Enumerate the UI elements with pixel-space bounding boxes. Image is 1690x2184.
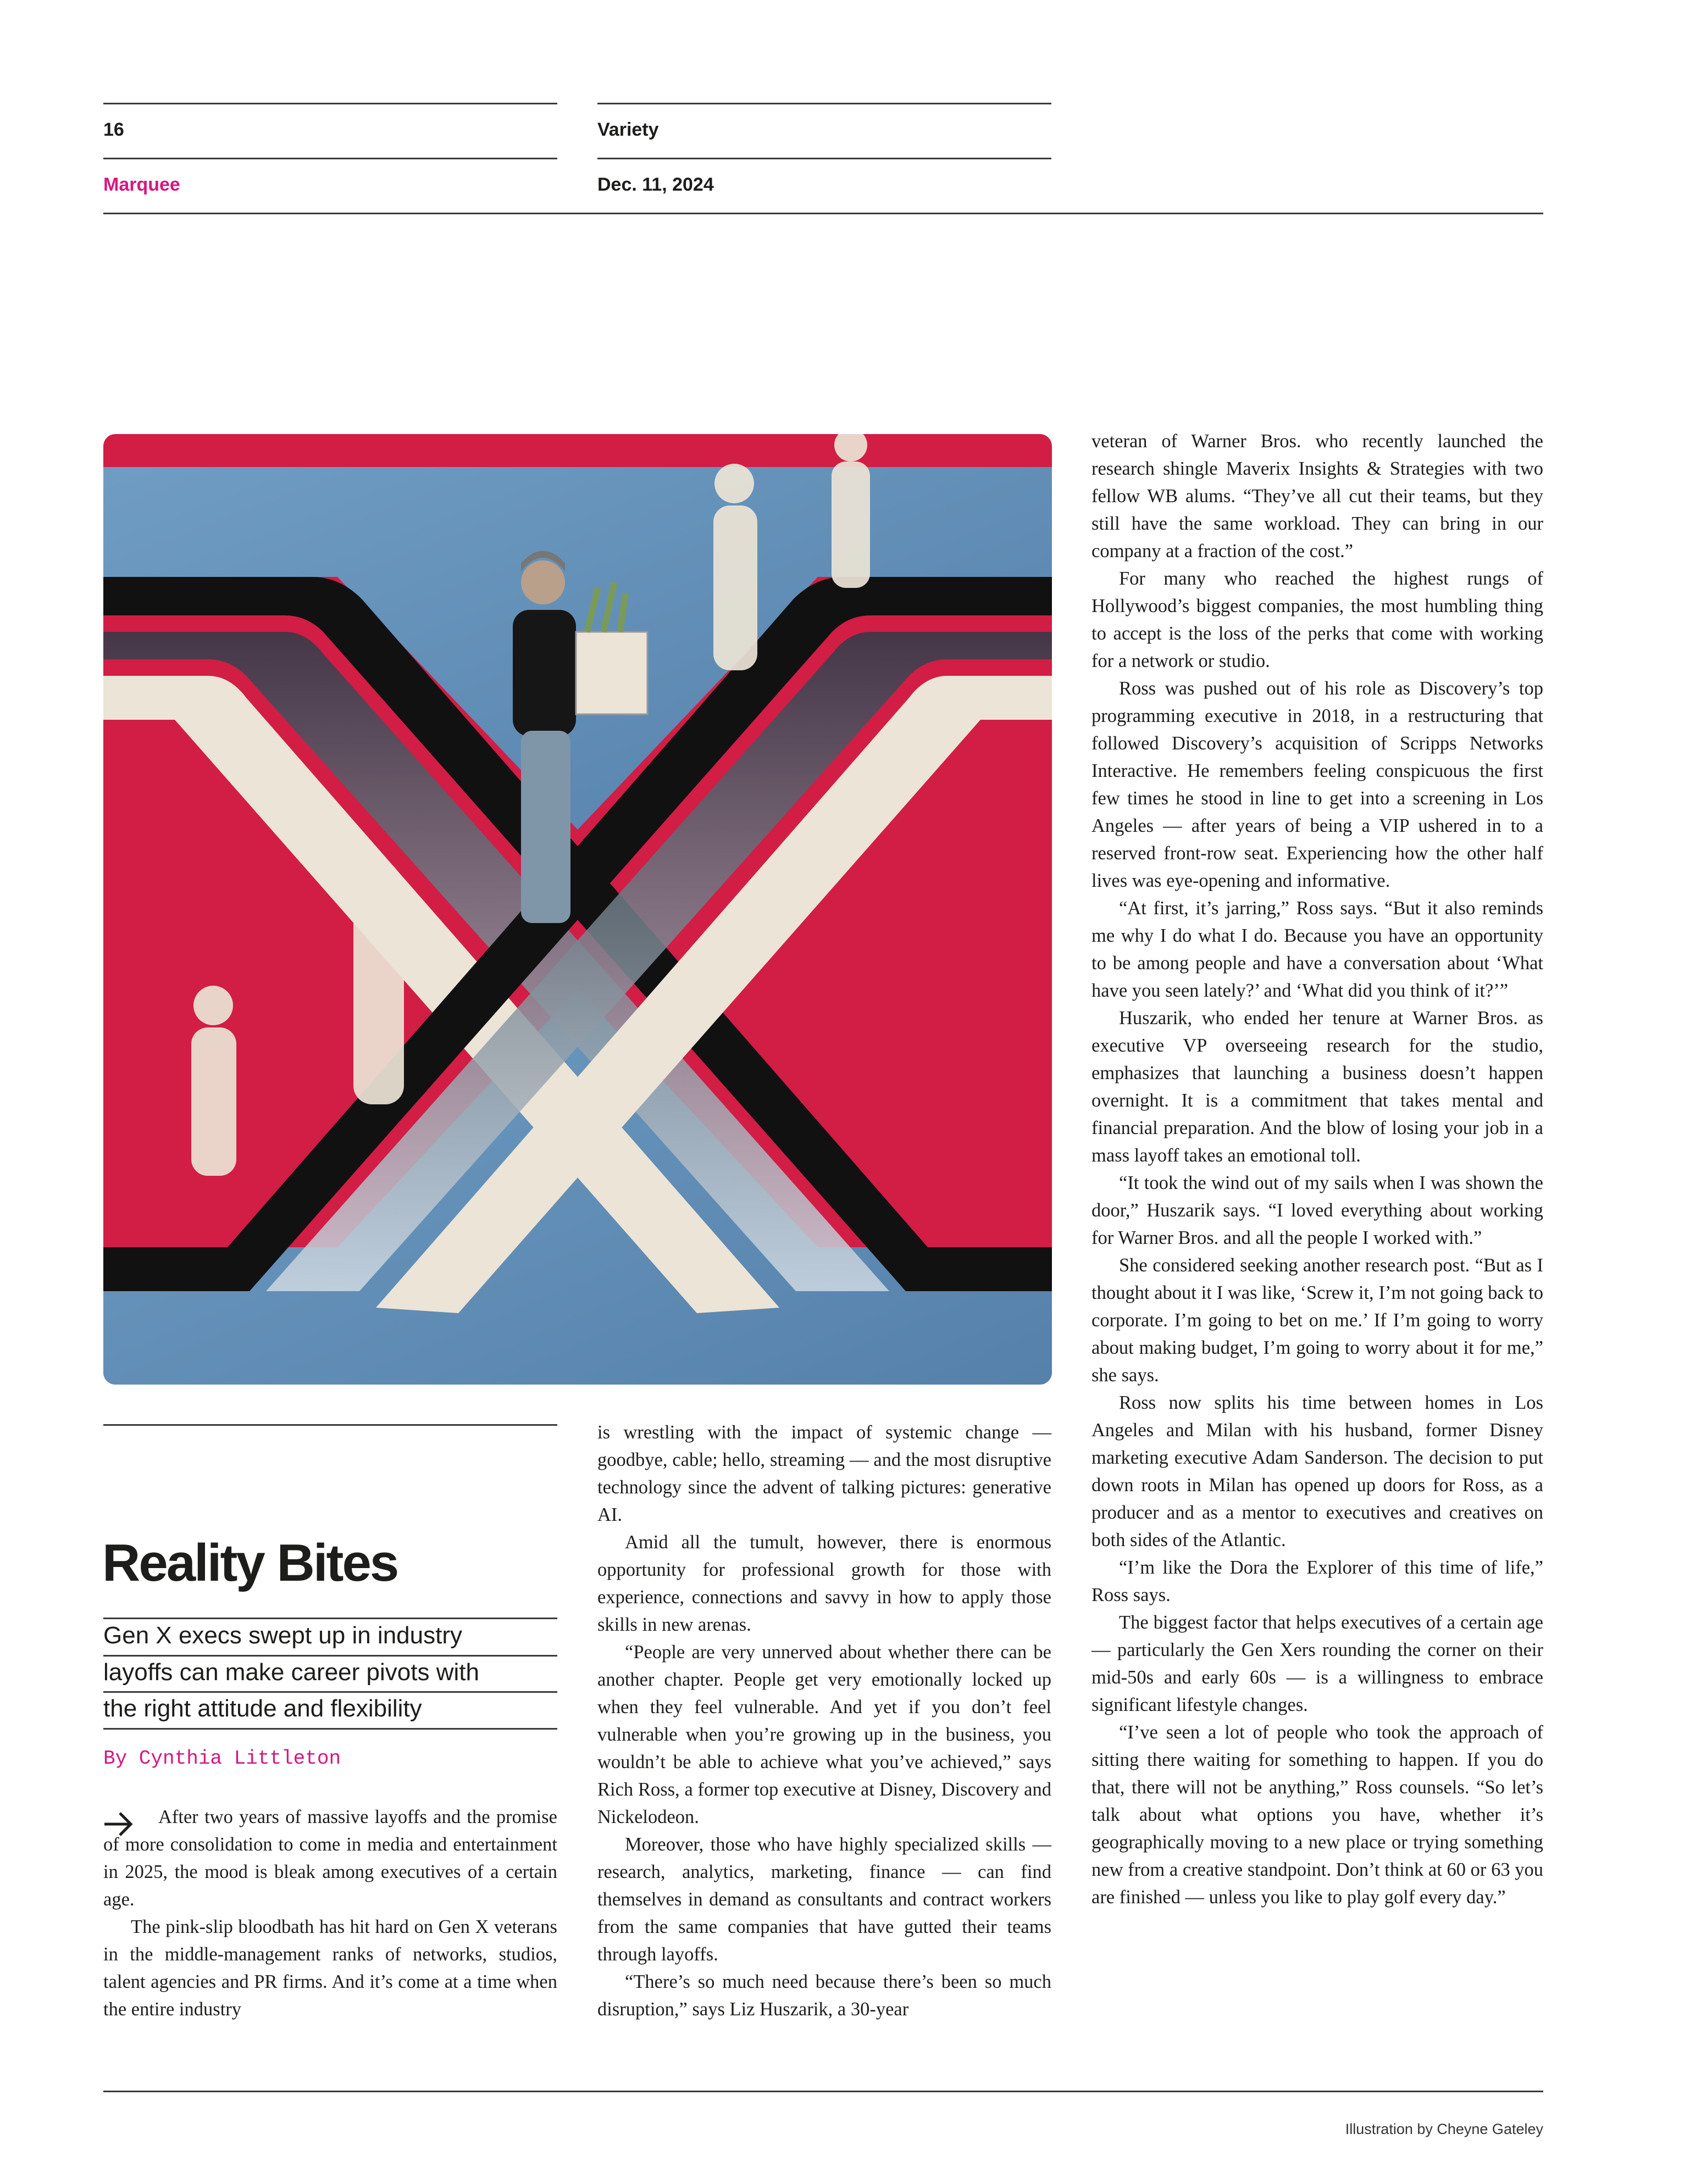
- dek-line-3: the right attitude and flexibility: [103, 1695, 422, 1722]
- illustration-svg: [103, 434, 1052, 1385]
- escalator-x-illustration: [103, 434, 1052, 1385]
- issue-date: Dec. 11, 2024: [597, 174, 714, 195]
- header-rule-left-top: [103, 103, 557, 104]
- paragraph: “At first, it’s jarring,” Ross says. “But it also reminds me why I do what I do. Because you have an opportunity to be among people and have a conversation about ‘What have you seen lately?’ and ‘What did you think of it?’”: [1091, 898, 1543, 1001]
- paragraph: The pink-slip bloodbath has hit hard on Gen X veterans in the middle-management ranks of networks, studios, talent agencies and PR firms. And it’s come at a time when the entire industry: [103, 1916, 557, 2020]
- headline-top-rule: [103, 1424, 557, 1426]
- page-number: 16: [103, 119, 124, 140]
- paragraph: Ross now splits his time between homes in Los Angeles and Milan with his husband, former Disney marketing executive Adam Sanderson. The decision to put down roots in Milan has opened up doors for Ross, as a producer and as a mentor to executives and creatives on both sides of the Atlantic.: [1091, 1392, 1543, 1551]
- header-rule-mid-mid: [597, 158, 1051, 159]
- paragraph: “There’s so much need because there’s been so much disruption,” says Liz Huszarik, a 30-year: [597, 1971, 1051, 2020]
- paragraph: She considered seeking another research post. “But as I thought about it I was like, ‘Screw it, I’m not going back to corporate. I’m going to bet on me.’ If I’m going to worry about making budget, I’m going to worry about it for me,” she says.: [1091, 1255, 1543, 1386]
- paragraph: “I’m like the Dora the Explorer of this time of life,” Ross says.: [1091, 1557, 1543, 1605]
- paragraph: “I’ve seen a lot of people who took the approach of sitting there waiting for something to happen. If you do that, there will not be anything,” Ross counsels. “So let’s talk about what options you have, whether it’s geographically moving to a new place or trying something new from a creative standpoint. Don’t think at 60 or 63 you are finished — unless you like to play golf every day.”: [1091, 1722, 1543, 1908]
- dek-line-2: layoffs can make career pivots with: [103, 1659, 479, 1686]
- paragraph: For many who reached the highest rungs of Hollywood’s biggest companies, the most humbling thing to accept is the loss of the perks that come with working for a network or studio.: [1091, 568, 1543, 671]
- paragraph: “People are very unnerved about whether there can be another chapter. People get very emotionally locked up when they feel vulnerable. And yet if you don’t feel vulnerable when you’re growing up in the business, you wouldn’t be able to achieve what you’ve achieved,” says Rich Ross, a former top executive at Disney, Discovery and Nickelodeon.: [597, 1642, 1051, 1827]
- article-column-3: [1091, 427, 1543, 1911]
- paragraph: Moreover, those who have highly specialized skills — research, analytics, marketing, finance — can find themselves in demand as consultants and contract workers from the same companies that have gutted their teams through layoffs.: [597, 1834, 1051, 1965]
- footer-rule: [103, 2091, 1543, 2092]
- article-column-1: [103, 1803, 557, 2023]
- article-column-2: [597, 1419, 1051, 2023]
- paragraph: veteran of Warner Bros. who recently launched the research shingle Maverix Insights & Strategies with two fellow WB alums. “They’ve all cut their teams, but they still have the same workload. They can bring in our company at a fraction of the cost.”: [1091, 431, 1543, 562]
- header-rule-bottom: [103, 213, 1543, 214]
- paragraph: is wrestling with the impact of systemic change — goodbye, cable; hello, streaming — and the most disruptive technology since the advent of talking pictures: generative AI.: [597, 1422, 1051, 1525]
- headline: Reality Bites: [102, 1533, 398, 1592]
- dek-line-1: Gen X execs swept up in industry: [103, 1622, 462, 1649]
- paragraph: “It took the wind out of my sails when I was shown the door,” Huszarik says. “I loved everything about working for Warner Bros. and all the people I worked with.”: [1091, 1172, 1543, 1248]
- paragraph: Huszarik, who ended her tenure at Warner Bros. as executive VP overseeing research for the studio, emphasizes that launching a business doesn’t happen overnight. It is a commitment that takes mental and financial preparation. And the blow of losing your job in a mass layoff takes an emotional toll.: [1091, 1008, 1543, 1166]
- header-rule-mid-top: [597, 103, 1051, 104]
- publication-name: Variety: [597, 119, 659, 140]
- dek-rule-4: [103, 1728, 557, 1730]
- paragraph: Ross was pushed out of his role as Discovery’s top programming executive in 2018, in a restructuring that followed Discovery’s acquisition of Scripps Networks Interactive. He remembers feeling conspicuous the first few times he stood in line to get into a screening in Los Angeles — after years of being a VIP ushered in to a reserved front-row seat. Experiencing how the other half lives was eye-opening and informative.: [1091, 678, 1543, 891]
- section-name: Marquee: [103, 174, 180, 195]
- paragraph: The biggest factor that helps executives of a certain age — particularly the Gen Xers rounding the corner on their mid-50s and early 60s — is a willingness to embrace significant lifestyle changes.: [1091, 1612, 1543, 1715]
- header-rule-left-mid: [103, 158, 557, 159]
- paragraph: Amid all the tumult, however, there is enormous opportunity for professional growth for those with experience, connections and savvy in how to apply those skills in new arenas.: [597, 1532, 1051, 1635]
- lead-paragraph: After two years of massive layoffs and the promise of more consolidation to come in media and entertainment in 2025, the mood is bleak among executives of a certain age.: [103, 1807, 557, 1910]
- byline: By Cynthia Littleton: [103, 1747, 341, 1770]
- illustration-credit: Illustration by Cheyne Gateley: [1345, 2121, 1543, 2137]
